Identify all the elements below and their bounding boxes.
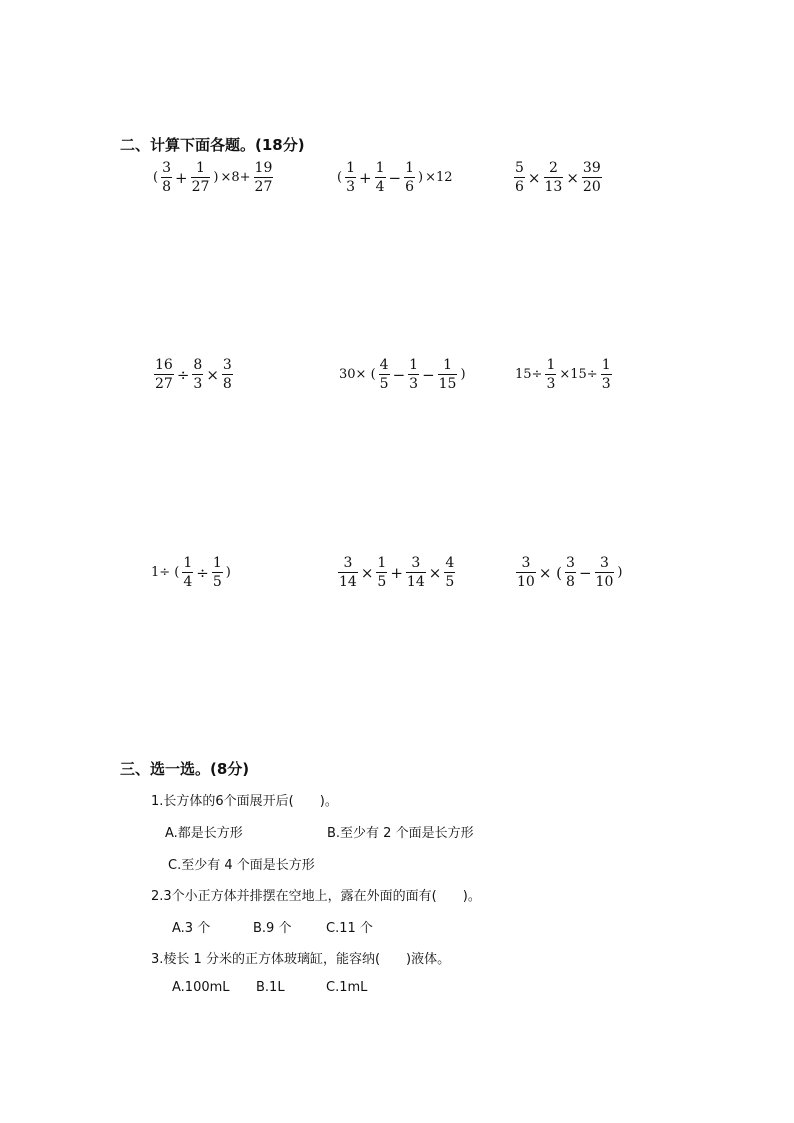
problem-4 [152, 357, 235, 392]
operator: × [206, 365, 219, 384]
question-3-option-c: C.1mL [326, 980, 368, 995]
fraction: $\frac{1}{5}$ [212, 555, 222, 590]
fraction: $\frac{4}{5}$ [379, 357, 389, 392]
operator: ×12 [425, 170, 453, 185]
operator: 30× ( [339, 367, 376, 382]
paren-close: ) [617, 565, 623, 580]
problem-2 [336, 160, 454, 195]
question-1-option-a: A.都是长方形 [165, 826, 243, 841]
fraction: $\frac{1}{3}$ [601, 357, 611, 392]
fraction: $\frac{16}{27}$ [155, 357, 173, 392]
fraction: $\frac{5}{6}$ [515, 160, 524, 195]
operator: + [390, 563, 403, 582]
fraction: $\frac{1}{15}$ [438, 357, 457, 392]
section-3-title: 三、选一选。(8分) [120, 760, 250, 778]
operator: + [359, 168, 372, 187]
problem-9 [514, 555, 623, 590]
problem-1 [152, 160, 275, 195]
fraction: $\frac{3}{8}$ [566, 555, 575, 590]
fraction: $\frac{39}{20}$ [582, 160, 601, 195]
paren-close: ) [213, 170, 219, 185]
operator: − [388, 168, 402, 187]
paren-close: ) [225, 565, 231, 580]
question-3-option-b: B.1L [256, 980, 285, 995]
question-2-option-a: A.3 个 [172, 921, 211, 936]
fraction: $\frac{3}{14}$ [339, 555, 357, 590]
fraction: $\frac{19}{27}$ [254, 160, 273, 195]
operator: 1÷ ( [151, 565, 180, 580]
operator: ×8+ [220, 170, 251, 185]
operator: + [175, 168, 188, 187]
operator: × [428, 563, 442, 582]
operator: × [566, 168, 579, 187]
fraction: $\frac{3}{8}$ [162, 160, 171, 195]
operator: × [527, 168, 541, 187]
fraction: $\frac{1}{3}$ [346, 160, 355, 195]
operator: ÷ [196, 563, 209, 582]
fraction: $\frac{3}{10}$ [517, 555, 535, 590]
question-2-option-b: B.9 个 [253, 921, 292, 936]
paren-close: ) [418, 170, 424, 185]
question-1-option-b: B.至少有 2 个面是长方形 [327, 826, 474, 841]
section-2-title: 二、计算下面各题。(18分) [120, 136, 305, 154]
operator: 15÷ [515, 367, 543, 382]
problem-6 [514, 357, 614, 392]
fraction: $\frac{2}{13}$ [544, 160, 563, 195]
question-1-stem: 1.长方体的6个面展开后( )。 [151, 794, 338, 809]
problem-3 [512, 160, 604, 195]
operator: − [578, 563, 592, 582]
problem-7 [150, 555, 232, 590]
operator: − [422, 365, 435, 384]
fraction: $\frac{1}{4}$ [375, 160, 385, 195]
operator: × [360, 563, 374, 582]
fraction: $\frac{1}{5}$ [377, 555, 387, 590]
problem-5 [338, 357, 467, 392]
operator: ×15÷ [559, 367, 598, 382]
paren-open: ( [153, 170, 159, 185]
operator: × ( [538, 563, 563, 582]
question-3-option-a: A.100mL [172, 980, 230, 995]
fraction: $\frac{1}{3}$ [409, 357, 419, 392]
fraction: $\frac{1}{3}$ [546, 357, 556, 392]
question-1-option-c: C.至少有 4 个面是长方形 [168, 858, 315, 873]
fraction: $\frac{3}{10}$ [595, 555, 614, 590]
paren-open: ( [337, 170, 343, 185]
problem-8 [336, 555, 457, 590]
fraction: $\frac{1}{4}$ [183, 555, 193, 590]
fraction: $\frac{3}{14}$ [406, 555, 425, 590]
fraction: $\frac{4}{5}$ [445, 555, 455, 590]
question-3-stem: 3.棱长 1 分米的正方体玻璃缸，能容纳( )液体。 [151, 952, 451, 967]
operator: − [392, 365, 406, 384]
paren-close: ) [460, 367, 466, 382]
operator: ÷ [176, 365, 190, 384]
fraction: $\frac{1}{6}$ [405, 160, 414, 195]
fraction: $\frac{3}{8}$ [222, 357, 232, 392]
question-2-stem: 2.3个小正方体并排摆在空地上，露在外面的面有( )。 [151, 889, 481, 904]
question-2-option-c: C.11 个 [326, 921, 373, 936]
fraction: $\frac{8}{3}$ [193, 357, 203, 392]
fraction: $\frac{1}{27}$ [191, 160, 210, 195]
